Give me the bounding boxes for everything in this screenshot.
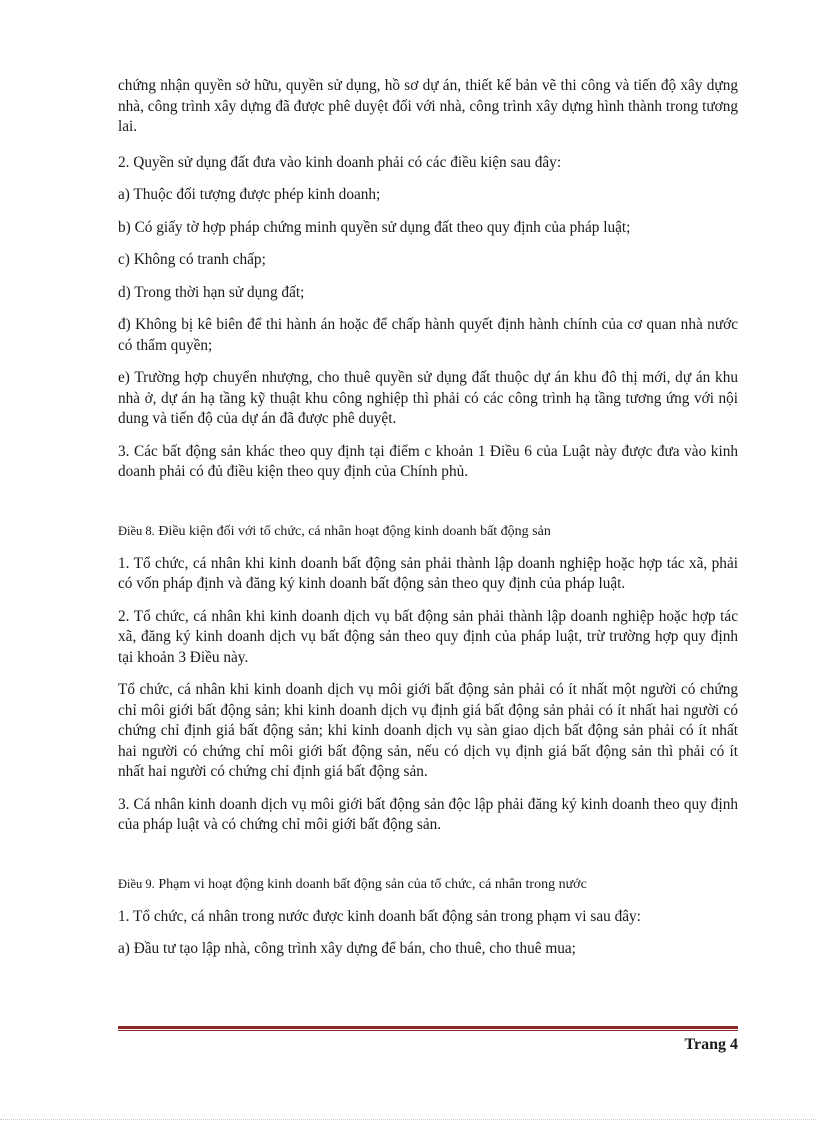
document-body bbox=[118, 76, 738, 972]
clause-2d: d) Trong thời hạn sử dụng đất; bbox=[118, 283, 305, 301]
article-8-clause-2: 2. Tổ chức, cá nhân khi kinh doanh dịch vụ bất động sản phải thành lập doanh nghiệp hoặc hợp tác xã, đăng ký kinh doanh dịch vụ bất động sản theo quy định của pháp luật, trừ trường hợp quy định tại khoản 3 Điều này. bbox=[118, 607, 738, 666]
article-8-label: Điều 8. bbox=[118, 523, 155, 538]
clause-2: 2. Quyền sử dụng đất đưa vào kinh doanh phải có các điều kiện sau đây: bbox=[118, 153, 562, 171]
clause-2dd: đ) Không bị kê biên để thi hành án hoặc để chấp hành quyết định hành chính của cơ quan nhà nước có thẩm quyền; bbox=[118, 316, 738, 354]
footer-rule-thin bbox=[118, 1030, 738, 1031]
section-gap bbox=[118, 848, 738, 874]
article-8-clause-2-cont: Tổ chức, cá nhân khi kinh doanh dịch vụ môi giới bất động sản phải có ít nhất một người có chứng chỉ môi giới bất động sản; khi kinh doanh dịch vụ định giá bất động sản phải có ít nhất hai người có chứng chỉ định giá bất động sản; khi kinh doanh dịch vụ sàn giao dịch bất động sản phải có ít nhất hai người có chứng chỉ môi giới bất động sản, nếu có dịch vụ định giá bất động sản thì phải có ít nhất hai người có chứng chỉ định giá bất động sản. bbox=[118, 681, 738, 780]
article-9-clause-1: 1. Tổ chức, cá nhân trong nước được kinh doanh bất động sản trong phạm vi sau đây: bbox=[118, 907, 641, 925]
article-9-title: Phạm vi hoạt động kinh doanh bất động sản của tổ chức, cá nhân trong nước bbox=[154, 876, 587, 892]
section-gap bbox=[118, 495, 738, 521]
article-8-clause-3: 3. Cá nhân kinh doanh dịch vụ môi giới bất động sản độc lập phải đăng ký kinh doanh theo quy định của pháp luật và có chứng chỉ môi giới bất động sản. bbox=[118, 795, 738, 833]
article-8-clause-1: 1. Tổ chức, cá nhân khi kinh doanh bất động sản phải thành lập doanh nghiệp hoặc hợp tác xã, phải có vốn pháp định và đăng ký kinh doanh bất động sản theo quy định của pháp luật. bbox=[118, 554, 738, 592]
clause-2c: c) Không có tranh chấp; bbox=[118, 251, 266, 268]
clause-2a: a) Thuộc đối tượng được phép kinh doanh; bbox=[118, 186, 381, 203]
page-number: Trang 4 bbox=[684, 1036, 738, 1053]
page-edge bbox=[0, 1119, 816, 1120]
clause-2b: b) Có giấy tờ hợp pháp chứng minh quyền sử dụng đất theo quy định của pháp luật; bbox=[118, 218, 631, 236]
clause-2e: e) Trường hợp chuyển nhượng, cho thuê quyền sử dụng đất thuộc dự án khu đô thị mới, dự án khu nhà ở, dự án hạ tầng kỹ thuật khu công nghiệp thì phải có các công trình hạ tầng tương ứng với nội dung và tiến độ của dự án đã được phê duyệt. bbox=[118, 369, 738, 427]
article-9-clause-1a: a) Đầu tư tạo lập nhà, công trình xây dựng để bán, cho thuê, cho thuê mua; bbox=[118, 940, 576, 957]
article-8-title: Điều kiện đối với tổ chức, cá nhân hoạt động kinh doanh bất động sản bbox=[154, 523, 551, 539]
clause-3: 3. Các bất động sản khác theo quy định tại điểm c khoản 1 Điều 6 của Luật này được đưa vào kinh doanh phải có đủ điều kiện theo quy định của Chính phủ. bbox=[118, 442, 738, 480]
article-9-label: Điều 9. bbox=[118, 876, 155, 891]
footer-rule bbox=[118, 1026, 738, 1029]
article-9-heading bbox=[118, 874, 738, 895]
paragraph-continuation: chứng nhận quyền sở hữu, quyền sử dụng, hồ sơ dự án, thiết kế bản vẽ thi công và tiến độ xây dựng nhà, công trình xây dựng đã được phê duyệt đối với nhà, công trình xây dựng hình thành trong tương lai. bbox=[118, 77, 738, 135]
article-8-heading bbox=[118, 521, 738, 542]
